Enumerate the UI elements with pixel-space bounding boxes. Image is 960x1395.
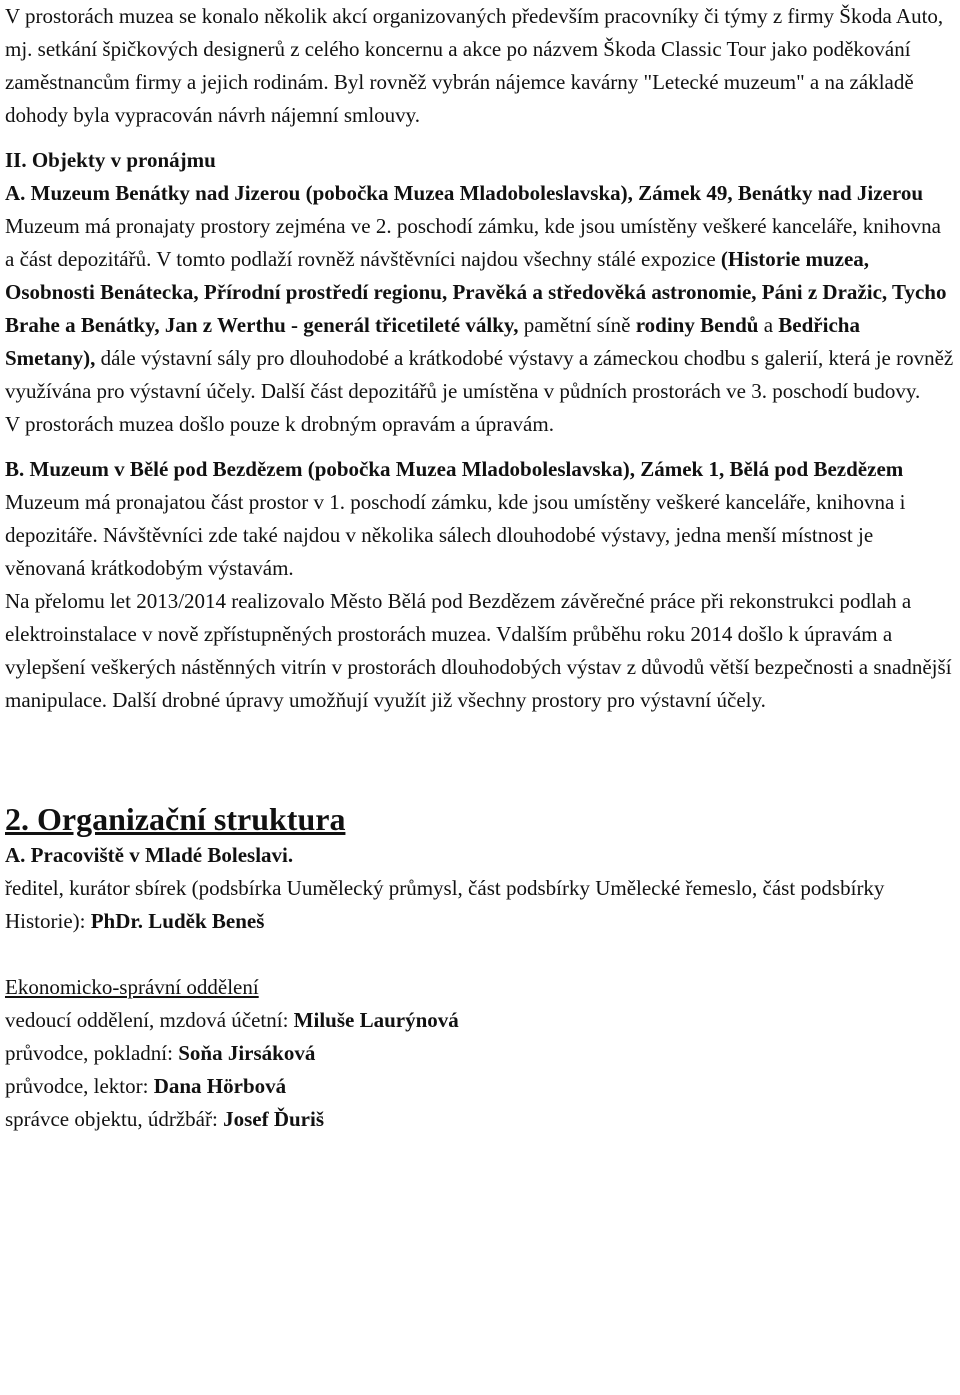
staff-line — [5, 1070, 955, 1103]
a-family-1: rodiny Bendů — [635, 313, 759, 337]
subsection-a-paragraph — [5, 210, 955, 408]
a-text-mid: pamětní síně — [518, 313, 636, 337]
staff-role: průvodce, pokladní: — [5, 1041, 179, 1065]
staff-role: vedoucí oddělení, mzdová účetní: — [5, 1008, 294, 1032]
staff-name: Miluše Laurýnová — [293, 1008, 459, 1032]
staff-line — [5, 1004, 955, 1037]
section-heading-objects: II. Objekty v pronájmu — [5, 148, 216, 172]
department-heading: Ekonomicko-správní oddělení — [5, 975, 259, 999]
a-text-and: a — [758, 313, 779, 337]
staff-line — [5, 1103, 955, 1136]
staff-role: průvodce, lektor: — [5, 1074, 154, 1098]
a-text-end: dále výstavní sály pro dlouhodobé a krátkodobé výstavy a zámeckou chodbu s galerií, která je rovněž využívána pro výstavní účely. Další část depozitářů je umístěna v půdních prostorách ve 3. poschodí budovy. — [5, 346, 954, 403]
a-family-2: Bedřicha Smetany), — [5, 313, 860, 370]
subsection-a-note: V prostorách muzea došlo pouze k drobným opravám a úpravám. — [5, 412, 554, 436]
subsection-title-a: A. Muzeum Benátky nad Jizerou (pobočka Muzea Mladoboleslavska), Zámek 49, Benátky nad Jizerou — [5, 181, 924, 205]
intro-paragraph: V prostorách muzea se konalo několik akcí organizovaných především pracovníky či týmy z firmy Škoda Auto, mj. setkání špičkových designerů z celého koncernu a akce po názvem Škoda Classic Tour jako poděkování zaměstnancům firmy a jejich rodinám. Byl rovněž vybrán nájemce kavárny "Letecké muzeum" a na základě dohody byla vypracován návrh nájemní smlouvy. — [5, 4, 944, 127]
subsection-b-paragraph-1: Muzeum má pronajatou část prostor v 1. poschodí zámku, kde jsou umístěny veškeré kanceláře, knihovna i depozitáře. Návštěvníci zde také najdou v několika sálech dlouhodobé výstavy, jedna menší místnost je věnovaná krátkodobým výstavám. — [5, 490, 906, 580]
subsection-title-b: B. Muzeum v Bělé pod Bezdězem (pobočka Muzea Mladoboleslavska), Zámek 1, Bělá pod Bezdězem — [5, 457, 904, 481]
director-line — [5, 872, 955, 938]
a-text-start: Muzeum má pronajaty prostory zejména ve 2. poschodí zámku, kde jsou umístěny veškeré kanceláře, knihovna a část depozitářů. V tomto podlaží rovněž návštěvníci najdou všechny stálé expozice — [5, 214, 941, 271]
director-name: PhDr. Luděk Beneš — [90, 909, 265, 933]
section-heading-org: 2. Organizační struktura — [5, 801, 346, 837]
staff-name: Soňa Jirsáková — [178, 1041, 316, 1065]
a-exhibits: (Historie muzea, Osobnosti Benátecka, Přírodní prostředí regionu, Pravěká a středověká astronomie, Páni z Dražic, Tycho Brahe a Benátky, Jan z Werthu - generál třicetileté války, — [5, 247, 947, 337]
staff-name: Dana Hörbová — [153, 1074, 287, 1098]
director-role: ředitel, kurátor sbírek (podsbírka Uumělecký průmysl, část podsbírky Umělecké řemeslo, část podsbírky Historie): — [5, 876, 885, 933]
staff-name: Josef Ďuriš — [223, 1107, 325, 1131]
staff-role: správce objektu, údržbář: — [5, 1107, 224, 1131]
subsection-b-paragraph-2: Na přelomu let 2013/2014 realizovalo Město Bělá pod Bezdězem závěrečné práce při rekonstrukci podlah a elektroinstalace v nově zpřístupněných prostorách muzea. Vdalším průběhu roku 2014 došlo k úpravám a vylepšení veškerých nástěnných vitrín v prostorách dlouhodobých výstav z důvodů větší bezpečnosti a snadnější manipulace. Další drobné úpravy umožňují využít již všechny prostory pro výstavní účely. — [5, 589, 952, 712]
staff-line — [5, 1037, 955, 1070]
workplace-heading: A. Pracoviště v Mladé Boleslavi. — [5, 843, 294, 867]
